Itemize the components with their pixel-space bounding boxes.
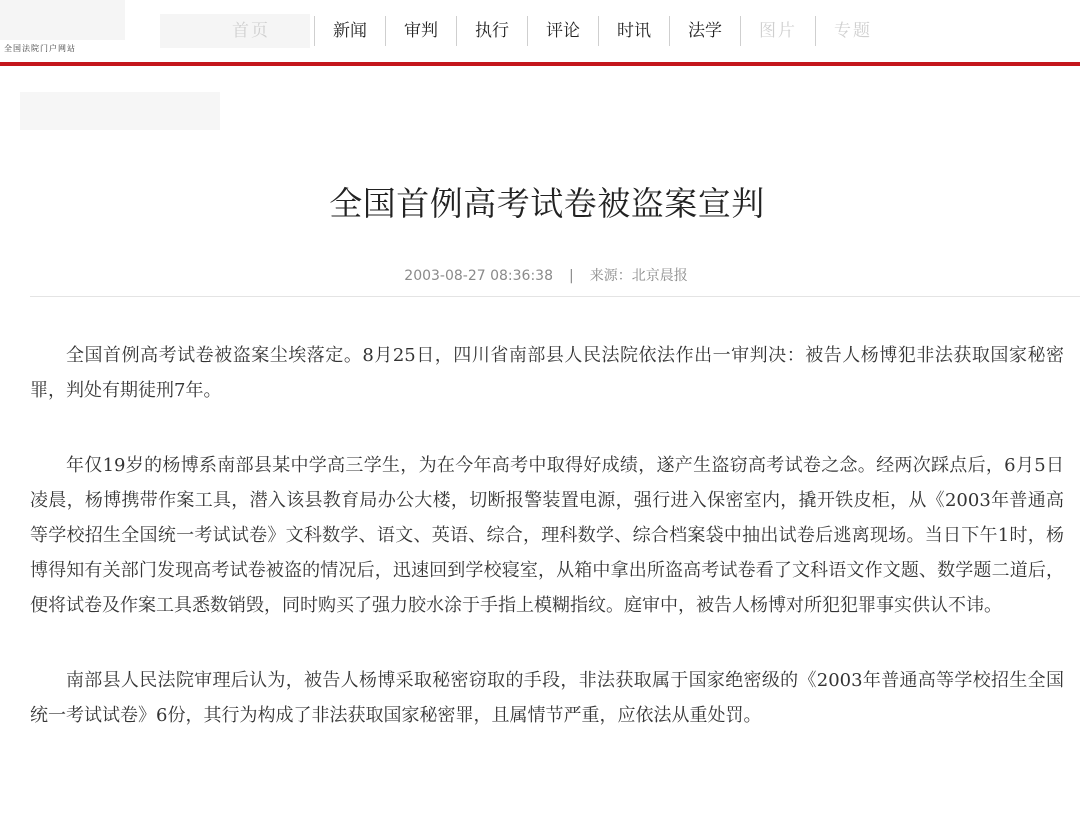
nav-item-briefs[interactable]: 时讯 <box>598 16 669 46</box>
nav-item-commentary[interactable]: 评论 <box>527 16 598 46</box>
nav-item-news[interactable]: 新闻 <box>314 16 385 46</box>
article-title: 全国首例高考试卷被盗案宣判 <box>329 184 765 223</box>
main-nav <box>232 16 890 46</box>
article-paragraph: 年仅19岁的杨博系南部县某中学高三学生，为在今年高考中取得好成绩，遂产生盗窃高考试卷之念。经两次踩点后，6月5日凌晨，杨博携带作案工具，潜入该县教育局办公大楼，切断报警装置电源，强行进入保密室内，撬开铁皮柜，从《2003年普通高等学校招生全国统一考试试卷》文科数学、语文、英语、综合，理科数学、综合档案袋中抽出试卷后逃离现场。当日下午1时，杨博得知有关部门发现高考试卷被盗的情况后，迅速回到学校寝室，从箱中拿出所盗高考试卷看了文科语文作文题、数学题二道后，便将试卷及作案工具悉数销毁，同时购买了强力胶水涂于手指上模糊指纹。庭审中，被告人杨博对所犯犯罪事实供认不讳。 <box>30 455 1064 616</box>
nav-item-topics[interactable]: 专题 <box>815 16 890 46</box>
site-header <box>0 0 1080 64</box>
article-meta <box>0 265 1080 285</box>
nav-item-execution[interactable]: 执行 <box>456 16 527 46</box>
article-body <box>30 338 1064 773</box>
nav-item-home[interactable]: 首页 <box>232 21 270 41</box>
article-source: 来源：北京晨报 <box>589 268 688 284</box>
article-paragraph: 全国首例高考试卷被盗案尘埃落定。8月25日，四川省南部县人民法院依法作出一审判决：被告人杨博犯非法获取国家秘密罪，判处有期徒刑7年。 <box>30 345 1064 401</box>
title-divider <box>30 296 1080 297</box>
nav-item-trial[interactable]: 审判 <box>385 16 456 46</box>
meta-separator: | <box>568 268 574 284</box>
site-logo[interactable]: 全国法院门户网站 <box>4 44 76 53</box>
breadcrumb-faded-area <box>20 92 220 130</box>
nav-item-jurisprudence[interactable]: 法学 <box>669 16 740 46</box>
article-paragraph: 南部县人民法院审理后认为，被告人杨博采取秘密窃取的手段，非法获取属于国家绝密级的《2003年普通高等学校招生全国统一考试试卷》6份，其行为构成了非法获取国家秘密罪，且属情节严重，应依法从重处罚。 <box>30 670 1064 726</box>
nav-item-pictures[interactable]: 图片 <box>740 16 815 46</box>
article-datetime: 2003-08-27 08:36:38 <box>404 268 553 284</box>
header-red-bar <box>0 62 1080 66</box>
logo-faded-area <box>0 0 125 40</box>
